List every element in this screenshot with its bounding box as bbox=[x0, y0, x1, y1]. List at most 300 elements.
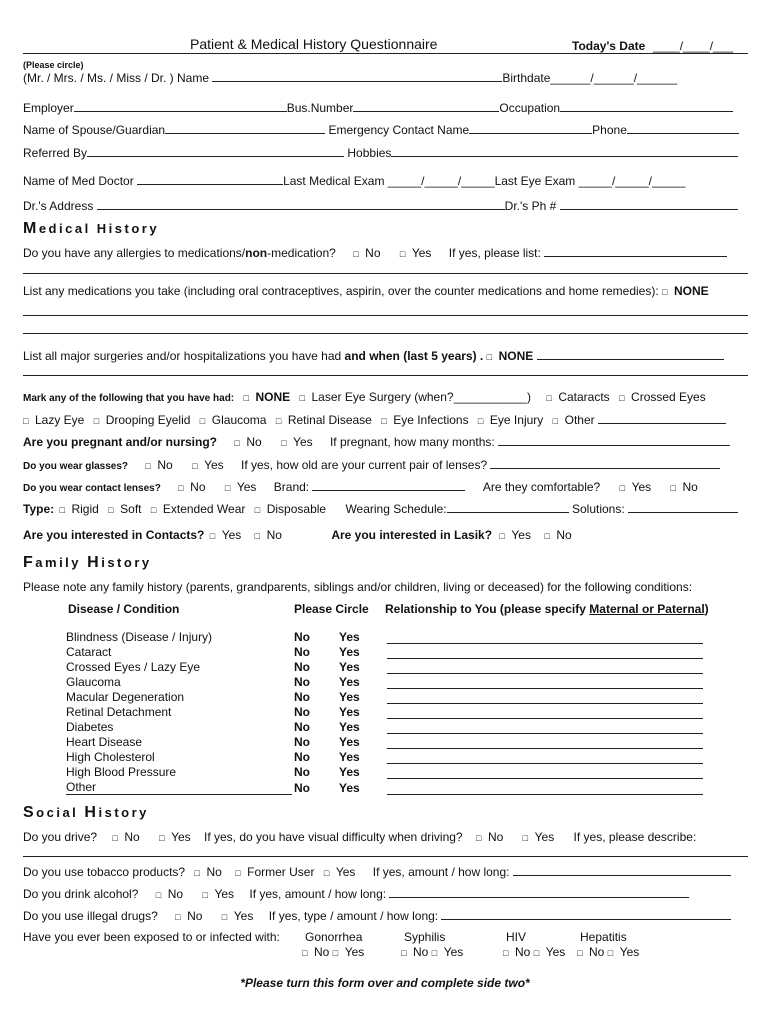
surgeries-question-bold: and when (last 5 years) . bbox=[344, 349, 484, 363]
drugs-question: Do you use illegal drugs? bbox=[23, 909, 158, 923]
relationship-cell bbox=[387, 629, 703, 644]
exposure-options bbox=[302, 945, 364, 961]
glasses-age-field[interactable] bbox=[490, 457, 720, 469]
relationship-field[interactable] bbox=[387, 677, 703, 689]
condition-option: Drooping Eyelid bbox=[105, 413, 191, 427]
pregnant-row bbox=[23, 434, 750, 450]
checkbox[interactable]: □ bbox=[159, 833, 165, 843]
exposed-row bbox=[23, 930, 750, 944]
col-relationship-close: ) bbox=[704, 602, 709, 616]
condition-option: Retinal Disease bbox=[287, 413, 372, 427]
condition-option: Cataracts bbox=[558, 390, 610, 404]
mark-following-label: Mark any of the following that you have had: bbox=[23, 393, 235, 404]
brand-field[interactable] bbox=[312, 479, 465, 491]
checkbox[interactable]: □ bbox=[670, 483, 676, 493]
checkbox[interactable]: □ bbox=[353, 249, 359, 259]
surgeries-row bbox=[23, 348, 750, 364]
checkbox[interactable]: □ bbox=[209, 531, 216, 541]
no-option: No bbox=[157, 458, 173, 472]
surgeries-question: List all major surgeries and/or hospitalizations you have had bbox=[23, 349, 342, 363]
allergies-list-field[interactable] bbox=[544, 245, 727, 257]
no-circle-option[interactable]: No bbox=[294, 720, 310, 734]
condition-name: High Blood Pressure bbox=[66, 765, 177, 779]
relationship-field[interactable] bbox=[387, 692, 703, 704]
col-disease-header: Disease / Condition bbox=[68, 602, 180, 616]
solutions-label: Solutions: bbox=[571, 502, 625, 516]
last-medical-exam-field[interactable]: _____/_____/_____ bbox=[387, 174, 495, 188]
last-medical-exam-label: Last Medical Exam bbox=[283, 174, 385, 188]
checkbox[interactable]: □ bbox=[475, 833, 482, 843]
exposure-options bbox=[503, 945, 565, 961]
checkbox[interactable]: □ bbox=[112, 833, 118, 843]
drugs-amount-label: If yes, type / amount / how long: bbox=[268, 909, 439, 923]
checkbox[interactable]: □ bbox=[323, 868, 330, 878]
no-circle-option[interactable]: No bbox=[294, 750, 310, 764]
tobacco-question: Do you use tobacco products? bbox=[23, 865, 186, 879]
name-row bbox=[23, 70, 750, 85]
checkbox[interactable]: □ bbox=[381, 416, 387, 426]
allergies-question-bold: non bbox=[245, 246, 268, 260]
checkbox[interactable]: □ bbox=[619, 393, 625, 403]
checkbox[interactable]: □ bbox=[234, 438, 240, 448]
relationship-cell bbox=[387, 689, 703, 704]
medications-question: List any medications you take (including oral contraceptives, aspirin, over the counter medications and home remedies): bbox=[23, 284, 659, 298]
medical-history-heading bbox=[23, 222, 750, 236]
family-heading-initial: F bbox=[23, 554, 36, 571]
checkbox[interactable]: □ bbox=[59, 505, 65, 515]
checkbox[interactable]: □ bbox=[175, 912, 181, 922]
birthdate-field[interactable]: ______/______/______ bbox=[550, 71, 678, 85]
medications-row bbox=[23, 284, 750, 299]
relationship-cell bbox=[387, 719, 703, 734]
former-user-option: Former User bbox=[247, 865, 315, 879]
checkbox[interactable]: □ bbox=[199, 416, 206, 426]
social-heading-part-2: istory bbox=[98, 805, 149, 820]
family-heading-initial-2: H bbox=[87, 554, 102, 571]
family-history-row bbox=[66, 689, 703, 704]
no-circle-option[interactable]: No bbox=[294, 660, 310, 674]
relationship-field[interactable] bbox=[387, 662, 703, 674]
yes-option: Yes bbox=[171, 830, 191, 844]
type-option: Rigid bbox=[71, 502, 99, 516]
relationship-field[interactable] bbox=[387, 767, 703, 779]
yes-circle-option[interactable]: Yes bbox=[339, 750, 360, 764]
family-history-row bbox=[66, 704, 703, 719]
name-label: Name bbox=[177, 71, 210, 85]
no-option: No bbox=[246, 435, 262, 449]
checkbox[interactable]: □ bbox=[662, 287, 668, 297]
condition-name: Glaucoma bbox=[66, 675, 121, 689]
alcohol-amount-label: If yes, amount / how long: bbox=[249, 887, 387, 901]
bus-number-label: Bus.Number bbox=[286, 101, 354, 115]
tobacco-amount-label: If yes, amount / how long: bbox=[372, 865, 510, 879]
last-eye-exam-field[interactable]: _____/_____/_____ bbox=[578, 174, 686, 188]
comfortable-question: Are they comfortable? bbox=[482, 480, 601, 494]
yes-option: Yes bbox=[545, 945, 566, 959]
checkbox[interactable]: □ bbox=[243, 393, 249, 403]
no-option: No bbox=[167, 887, 184, 901]
checkbox[interactable]: □ bbox=[145, 461, 151, 471]
dr-address-row bbox=[23, 198, 750, 213]
checkbox[interactable]: □ bbox=[281, 438, 287, 448]
yes-circle-option[interactable]: Yes bbox=[339, 780, 360, 795]
social-history-heading bbox=[23, 806, 750, 820]
no-option: No bbox=[413, 945, 429, 959]
relationship-field[interactable] bbox=[387, 707, 703, 719]
type-option: Extended Wear bbox=[162, 502, 246, 516]
spouse-field[interactable] bbox=[165, 122, 325, 134]
med-doctor-field[interactable] bbox=[137, 173, 283, 185]
no-circle-option[interactable]: No bbox=[294, 735, 310, 749]
contacts-row bbox=[23, 479, 750, 496]
condition-name: Crossed Eyes / Lazy Eye bbox=[66, 660, 201, 674]
family-history-row bbox=[66, 779, 703, 795]
todays-date-label: Today's Date bbox=[572, 39, 646, 53]
exposure-options bbox=[401, 945, 463, 961]
allergies-question: Do you have any allergies to medications/ bbox=[23, 246, 246, 260]
family-heading-part: amily bbox=[35, 555, 88, 570]
medications-line-1[interactable] bbox=[23, 315, 748, 316]
hobbies-label: Hobbies bbox=[347, 146, 392, 160]
yes-option: Yes bbox=[214, 887, 235, 901]
family-history-table bbox=[66, 629, 703, 795]
social-heading-initial: S bbox=[23, 804, 37, 821]
family-history-row bbox=[66, 719, 703, 734]
none-option: NONE bbox=[498, 349, 534, 363]
none-option: NONE bbox=[255, 390, 291, 404]
surgeries-line[interactable] bbox=[23, 375, 748, 376]
family-history-row bbox=[66, 629, 703, 644]
other-condition-field[interactable] bbox=[598, 412, 726, 424]
yes-circle-option[interactable]: Yes bbox=[339, 675, 360, 689]
family-history-row bbox=[66, 644, 703, 659]
checkbox[interactable]: □ bbox=[546, 393, 552, 403]
condition-option: Eye Infections bbox=[393, 413, 469, 427]
tobacco-amount-field[interactable] bbox=[513, 864, 731, 876]
checkbox[interactable]: □ bbox=[399, 249, 406, 259]
wearing-schedule-label: Wearing Schedule: bbox=[345, 502, 447, 516]
yes-option: Yes bbox=[335, 865, 356, 879]
describe-label: If yes, please describe: bbox=[573, 830, 697, 844]
checkbox[interactable]: □ bbox=[431, 948, 438, 958]
checkbox[interactable]: □ bbox=[202, 890, 208, 900]
wearing-schedule-field[interactable] bbox=[447, 501, 569, 513]
med-doctor-label: Name of Med Doctor bbox=[23, 174, 134, 188]
title-options[interactable]: (Mr. / Mrs. / Ms. / Miss / Dr. ) bbox=[23, 71, 174, 85]
no-option: No bbox=[266, 528, 282, 542]
form-title: Patient & Medical History Questionnaire bbox=[190, 36, 438, 52]
glasses-age-label: If yes, how old are your current pair of lenses? bbox=[241, 458, 488, 472]
checkbox[interactable]: □ bbox=[275, 416, 282, 426]
no-option: No bbox=[314, 945, 330, 959]
conditions-row-1 bbox=[23, 390, 750, 406]
allergies-line[interactable] bbox=[23, 273, 748, 274]
family-history-row bbox=[66, 674, 703, 689]
yes-option: Yes bbox=[293, 435, 313, 449]
yes-circle-option[interactable]: Yes bbox=[339, 660, 360, 674]
med-doctor-row bbox=[23, 173, 750, 188]
dr-address-label: Dr.'s Address bbox=[23, 199, 94, 213]
employer-field[interactable] bbox=[74, 100, 287, 112]
last-eye-exam-label: Last Eye Exam bbox=[494, 174, 576, 188]
emergency-contact-label: Emergency Contact Name bbox=[328, 123, 470, 137]
medical-heading-initial: M bbox=[23, 220, 39, 237]
type-label: Type: bbox=[23, 502, 55, 516]
pregnant-months-label: If pregnant, how many months: bbox=[329, 435, 495, 449]
dr-phone-label: Dr.'s Ph # bbox=[504, 199, 557, 213]
relationship-cell bbox=[387, 659, 703, 674]
disease-name: Hepatitis bbox=[580, 930, 627, 944]
please-circle-note: (Please circle) bbox=[23, 60, 84, 70]
yes-option: Yes bbox=[233, 909, 254, 923]
checkbox[interactable]: □ bbox=[607, 948, 614, 958]
solutions-field[interactable] bbox=[628, 501, 738, 513]
checkbox[interactable]: □ bbox=[522, 833, 529, 843]
yes-option: Yes bbox=[511, 528, 531, 542]
drive-question: Do you drive? bbox=[23, 830, 98, 844]
glasses-row bbox=[23, 457, 750, 474]
condition-option: Other bbox=[564, 413, 595, 427]
surgeries-field[interactable] bbox=[537, 348, 724, 360]
checkbox[interactable]: □ bbox=[486, 352, 493, 362]
drive-difficulty-question: If yes, do you have visual difficulty when driving? bbox=[204, 830, 463, 844]
condition-option: Lazy Eye bbox=[35, 413, 85, 427]
condition-option: Crossed Eyes bbox=[631, 390, 706, 404]
yes-option: Yes bbox=[534, 830, 555, 844]
condition-name: Cataract bbox=[66, 645, 112, 659]
dr-phone-field[interactable] bbox=[560, 198, 738, 210]
referred-by-label: Referred By bbox=[23, 146, 88, 160]
checkbox[interactable]: □ bbox=[332, 948, 339, 958]
no-option: No bbox=[190, 480, 206, 494]
checkbox[interactable]: □ bbox=[533, 948, 540, 958]
emergency-contact-field[interactable] bbox=[469, 122, 592, 134]
checkbox[interactable]: □ bbox=[619, 483, 626, 493]
referred-by-field[interactable] bbox=[87, 145, 344, 157]
medical-heading-rest: edical History bbox=[38, 221, 160, 236]
social-heading-part: ocial bbox=[36, 805, 85, 820]
yes-circle-option[interactable]: Yes bbox=[339, 765, 360, 779]
checkbox[interactable]: □ bbox=[224, 483, 231, 493]
yes-option: Yes bbox=[619, 945, 640, 959]
yes-circle-option[interactable]: Yes bbox=[339, 690, 360, 704]
condition-option: Eye Injury bbox=[489, 413, 544, 427]
checkbox[interactable]: □ bbox=[254, 531, 261, 541]
exposure-option-group bbox=[401, 930, 464, 961]
checkbox[interactable]: □ bbox=[499, 531, 505, 541]
condition-name: Macular Degeneration bbox=[66, 690, 185, 704]
drive-row bbox=[23, 830, 750, 845]
type-option: Disposable bbox=[266, 502, 327, 516]
yes-option: Yes bbox=[631, 480, 652, 494]
condition-option: Glaucoma bbox=[211, 413, 267, 427]
contact-type-row bbox=[23, 501, 750, 517]
contacts-question: Do you wear contact lenses? bbox=[23, 483, 161, 494]
relationship-cell bbox=[387, 734, 703, 749]
checkbox[interactable]: □ bbox=[552, 416, 559, 426]
disease-name: Syphilis bbox=[404, 930, 446, 944]
checkbox[interactable]: □ bbox=[401, 948, 407, 958]
alcohol-question: Do you drink alcohol? bbox=[23, 887, 139, 901]
relationship-cell bbox=[387, 704, 703, 719]
checkbox[interactable]: □ bbox=[302, 948, 308, 958]
family-history-row bbox=[66, 764, 703, 779]
glasses-question: Do you wear glasses? bbox=[23, 461, 129, 472]
family-table-header bbox=[68, 602, 750, 616]
yes-option: Yes bbox=[221, 528, 242, 542]
relationship-cell bbox=[387, 749, 703, 764]
checkbox[interactable]: □ bbox=[544, 531, 550, 541]
yes-circle-option[interactable]: Yes bbox=[339, 735, 360, 749]
checkbox[interactable]: □ bbox=[192, 461, 198, 471]
no-circle-option[interactable]: No bbox=[294, 765, 310, 779]
relationship-cell bbox=[387, 764, 703, 779]
checkbox[interactable]: □ bbox=[93, 416, 100, 426]
no-option: No bbox=[556, 528, 572, 542]
family-history-row bbox=[66, 749, 703, 764]
spouse-label: Name of Spouse/Guardian bbox=[23, 123, 166, 137]
brand-label: Brand: bbox=[273, 480, 310, 494]
no-circle-option[interactable]: No bbox=[294, 630, 310, 644]
relationship-field[interactable] bbox=[387, 783, 703, 795]
condition-name: High Cholesterol bbox=[66, 750, 155, 764]
yes-circle-option[interactable]: Yes bbox=[339, 705, 360, 719]
pregnant-question: Are you pregnant and/or nursing? bbox=[23, 435, 218, 449]
family-intro: Please note any family history (parents, grandparents, siblings and/or children, living or deceased) for the following conditions: bbox=[23, 580, 693, 594]
if-yes-list-label: If yes, please list: bbox=[448, 246, 541, 260]
interested-lasik-question: Are you interested in Lasik? bbox=[331, 528, 493, 542]
exposure-option-group bbox=[503, 930, 566, 961]
relationship-cell bbox=[387, 644, 703, 659]
pregnant-months-field[interactable] bbox=[498, 434, 730, 446]
social-heading-initial-2: H bbox=[84, 804, 99, 821]
condition-name: Diabetes bbox=[66, 720, 114, 734]
yes-option: Yes bbox=[443, 945, 464, 959]
bus-number-field[interactable] bbox=[353, 100, 499, 112]
footer-note: *Please turn this form over and complete side two* bbox=[240, 976, 530, 990]
alcohol-amount-field[interactable] bbox=[389, 886, 689, 898]
occupation-label: Occupation bbox=[499, 101, 561, 115]
no-circle-option[interactable]: No bbox=[294, 645, 310, 659]
checkbox[interactable]: □ bbox=[299, 393, 305, 403]
family-history-heading bbox=[23, 556, 750, 570]
medications-line-2[interactable] bbox=[23, 333, 748, 334]
no-option: No bbox=[187, 909, 203, 923]
occupation-field[interactable] bbox=[560, 100, 733, 112]
yes-option: Yes bbox=[204, 458, 224, 472]
checkbox[interactable]: □ bbox=[194, 868, 200, 878]
no-circle-option[interactable]: No bbox=[294, 675, 310, 689]
tobacco-row bbox=[23, 864, 750, 880]
no-option: No bbox=[515, 945, 531, 959]
relationship-field[interactable] bbox=[387, 752, 703, 764]
condition-name: Retinal Detachment bbox=[66, 705, 172, 719]
dr-address-field[interactable] bbox=[97, 198, 505, 210]
checkbox[interactable]: □ bbox=[178, 483, 184, 493]
checkbox[interactable]: □ bbox=[503, 948, 509, 958]
exposed-question: Have you ever been exposed to or infected with: bbox=[23, 930, 280, 944]
spouse-row bbox=[23, 122, 750, 137]
hobbies-field[interactable] bbox=[391, 145, 738, 157]
condition-name: Other bbox=[66, 779, 292, 795]
employer-label: Employer bbox=[23, 101, 74, 115]
no-circle-option[interactable]: No bbox=[294, 780, 310, 795]
yes-option: Yes bbox=[236, 480, 257, 494]
no-option: No bbox=[124, 830, 140, 844]
no-option: No bbox=[682, 480, 698, 494]
checkbox[interactable]: □ bbox=[108, 505, 114, 515]
checkbox[interactable]: □ bbox=[23, 416, 29, 426]
disease-name: HIV bbox=[506, 930, 527, 944]
allergies-question-end: -medication? bbox=[267, 246, 336, 260]
interested-contacts-question: Are you interested in Contacts? bbox=[23, 528, 205, 542]
col-relationship-text: Relationship to You (please specify bbox=[385, 602, 590, 616]
relationship-cell bbox=[387, 779, 703, 795]
no-option: No bbox=[589, 945, 605, 959]
phone-label: Phone bbox=[592, 123, 627, 137]
name-field[interactable] bbox=[212, 70, 502, 82]
yes-circle-option[interactable]: Yes bbox=[339, 645, 360, 659]
col-circle-header: Please Circle bbox=[294, 602, 369, 616]
type-option: Soft bbox=[120, 502, 142, 516]
drugs-row bbox=[23, 908, 750, 924]
disease-name: Gonorrhea bbox=[305, 930, 363, 944]
phone-field[interactable] bbox=[627, 122, 739, 134]
title-divider bbox=[23, 53, 748, 54]
checkbox[interactable]: □ bbox=[577, 948, 583, 958]
checkbox[interactable]: □ bbox=[235, 868, 241, 878]
exposure-option-group bbox=[302, 930, 365, 961]
checkbox[interactable]: □ bbox=[477, 416, 484, 426]
checkbox[interactable]: □ bbox=[155, 890, 162, 900]
drugs-amount-field[interactable] bbox=[441, 908, 731, 920]
no-option: No bbox=[206, 865, 222, 879]
checkbox[interactable]: □ bbox=[150, 505, 157, 515]
checkbox[interactable]: □ bbox=[254, 505, 261, 515]
yes-option: Yes bbox=[411, 246, 432, 260]
no-circle-option[interactable]: No bbox=[294, 690, 310, 704]
referred-row bbox=[23, 145, 750, 160]
relationship-field[interactable] bbox=[387, 722, 703, 734]
relationship-field[interactable] bbox=[387, 647, 703, 659]
checkbox[interactable]: □ bbox=[221, 912, 228, 922]
describe-line[interactable] bbox=[23, 856, 748, 857]
exposure-option-group bbox=[577, 930, 640, 961]
family-history-row bbox=[66, 734, 703, 749]
relationship-cell bbox=[387, 674, 703, 689]
col-relationship-header bbox=[385, 602, 709, 616]
todays-date-field[interactable]: ____/____/___ bbox=[653, 39, 734, 53]
none-option: NONE bbox=[674, 284, 709, 298]
condition-name: Heart Disease bbox=[66, 735, 143, 749]
condition-option: Laser Eye Surgery (when?___________) bbox=[311, 390, 531, 404]
relationship-field[interactable] bbox=[387, 632, 703, 644]
yes-circle-option[interactable]: Yes bbox=[339, 630, 360, 644]
conditions-row-2 bbox=[23, 412, 750, 428]
condition-name: Blindness (Disease / Injury) bbox=[66, 630, 213, 644]
no-option: No bbox=[487, 830, 504, 844]
relationship-field[interactable] bbox=[387, 737, 703, 749]
employer-row bbox=[23, 100, 750, 115]
birthdate-label: Birthdate bbox=[502, 71, 551, 85]
interested-row bbox=[23, 528, 750, 543]
yes-circle-option[interactable]: Yes bbox=[339, 720, 360, 734]
no-circle-option[interactable]: No bbox=[294, 705, 310, 719]
no-option: No bbox=[365, 246, 381, 260]
exposure-options bbox=[577, 945, 639, 961]
yes-option: Yes bbox=[344, 945, 365, 959]
allergies-row bbox=[23, 245, 750, 261]
